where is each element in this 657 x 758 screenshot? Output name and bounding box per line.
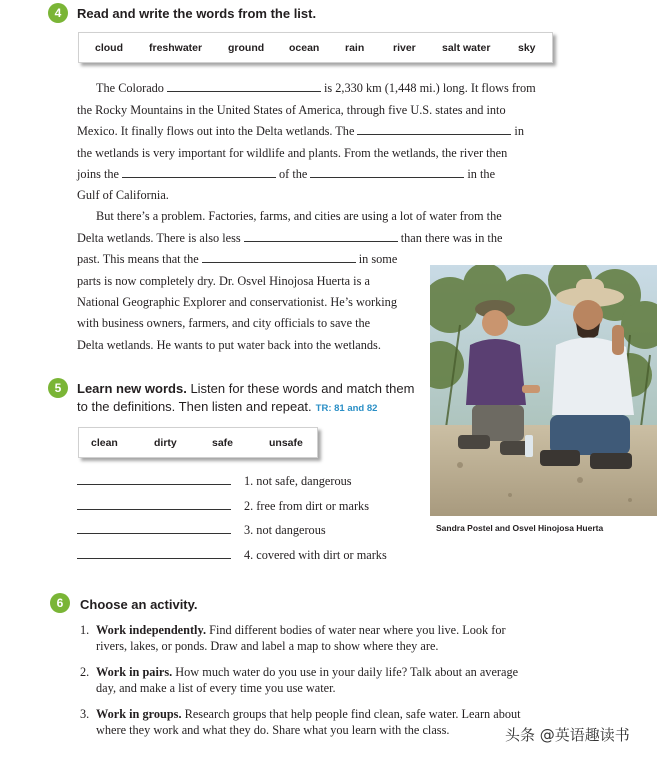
activity-item-2 <box>96 665 576 696</box>
passage-text: Delta wetlands. There is also less <box>77 231 241 245</box>
section-5-instructions: to the definitions. Then listen and repeat. <box>77 399 312 414</box>
activity-text: Find different bodies of water near where you live. Look for <box>209 623 506 637</box>
passage-line: the Rocky Mountains in the United States of America, through five U.S. states and into <box>77 103 506 117</box>
definition-2: 2. free from dirt or marks <box>244 499 369 513</box>
definition-3: 3. not dangerous <box>244 523 326 537</box>
passage-line: National Geographic Explorer and conservationist. He’s working <box>77 295 397 309</box>
passage-text: is 2,330 km (1,448 mi.) long. It flows from <box>323 81 536 95</box>
answer-blank[interactable] <box>77 509 231 510</box>
word-salt-water: salt water <box>442 41 491 54</box>
watermark: 头条 @英语趣读书 <box>505 726 630 744</box>
activity-text: Research groups that help people find clean, safe water. Learn about <box>184 707 521 721</box>
section-5-badge: 5 <box>48 378 68 398</box>
passage-text: than there was in the <box>400 231 503 245</box>
answer-blank[interactable] <box>77 533 231 534</box>
passage-line: Gulf of California. <box>77 188 169 202</box>
answer-blank[interactable] <box>122 176 276 178</box>
word-cloud: cloud <box>95 41 123 54</box>
word-clean: clean <box>91 436 118 449</box>
passage-text: in <box>514 124 524 138</box>
word-ocean: ocean <box>289 41 320 54</box>
activity-text: rivers, lakes, or ponds. Draw and label a map to show where they are. <box>96 638 439 653</box>
passage-line: the wetlands is very important for wildlife and plants. From the wetlands, the river then <box>77 146 508 160</box>
word-unsafe: unsafe <box>269 436 303 449</box>
activity-number: 3. <box>80 707 90 721</box>
passage-line: with business owners, farmers, and city officials to save the <box>77 316 371 330</box>
section-5-heading <box>77 381 414 396</box>
activity-text: How much water do you use in your daily life? Talk about an average <box>175 665 519 679</box>
passage-text: The Colorado <box>96 81 164 95</box>
passage-line <box>77 164 495 186</box>
section-4-heading: Read and write the words from the list. <box>77 6 317 21</box>
passage-line <box>77 121 524 143</box>
definition-1: 1. not safe, dangerous <box>244 474 352 488</box>
passage-text: joins the <box>77 167 120 181</box>
section-5-heading-bold: Learn new words. <box>77 381 187 396</box>
section-5-word-box <box>78 427 318 458</box>
passage-text: of the <box>279 167 308 181</box>
passage-line <box>96 78 536 100</box>
definition-4: 4. covered with dirt or marks <box>244 548 387 562</box>
activity-title: Work in groups. <box>96 707 182 721</box>
track-reference[interactable]: TR: 81 and 82 <box>315 403 378 414</box>
activity-text: day, and make a list of every time you use water. <box>96 680 336 695</box>
activity-item-3 <box>96 707 576 738</box>
answer-blank[interactable] <box>77 484 231 485</box>
passage-text: in some <box>358 252 398 266</box>
activity-title: Work independently. <box>96 623 207 637</box>
activity-item-1 <box>96 623 576 654</box>
section-5-heading-line2 <box>77 399 377 414</box>
word-safe: safe <box>212 436 234 449</box>
section-6-heading: Choose an activity. <box>80 597 198 612</box>
section-4-word-box <box>78 32 553 63</box>
answer-blank[interactable] <box>310 176 464 178</box>
answer-blank[interactable] <box>244 240 398 242</box>
activity-number: 1. <box>80 623 90 637</box>
word-freshwater: freshwater <box>149 41 203 54</box>
word-sky: sky <box>518 41 536 54</box>
word-dirty: dirty <box>154 436 177 449</box>
word-rain: rain <box>345 41 365 54</box>
answer-blank[interactable] <box>167 90 321 92</box>
section-4-badge: 4 <box>48 3 68 23</box>
activity-title: Work in pairs. <box>96 665 173 679</box>
word-river: river <box>393 41 416 54</box>
passage-text: in the <box>467 167 496 181</box>
answer-blank[interactable] <box>77 558 231 559</box>
photo-researchers <box>430 265 657 516</box>
activity-number: 2. <box>80 665 90 679</box>
passage-text: Mexico. It finally flows out into the Delta wetlands. The <box>77 124 355 138</box>
passage-line: Delta wetlands. He wants to put water back into the wetlands. <box>77 338 381 352</box>
activity-text: where they work and what they do. Share what you learn with the class. <box>96 722 450 737</box>
passage-line: But there’s a problem. Factories, farms, and cities are using a lot of water from the <box>96 209 502 223</box>
passage-line <box>77 249 397 271</box>
answer-blank[interactable] <box>202 261 356 263</box>
photo-caption: Sandra Postel and Osvel Hinojosa Huerta <box>436 523 604 533</box>
passage-line: parts is now completely dry. Dr. Osvel Hinojosa Huerta is a <box>77 274 370 288</box>
section-6-badge: 6 <box>50 593 70 613</box>
photo-illustration <box>430 265 657 516</box>
section-5-heading-rest: Listen for these words and match them <box>190 381 415 396</box>
answer-blank[interactable] <box>357 133 511 135</box>
passage-text: past. This means that the <box>77 252 199 266</box>
passage-line <box>77 228 502 250</box>
word-ground: ground <box>228 41 265 54</box>
